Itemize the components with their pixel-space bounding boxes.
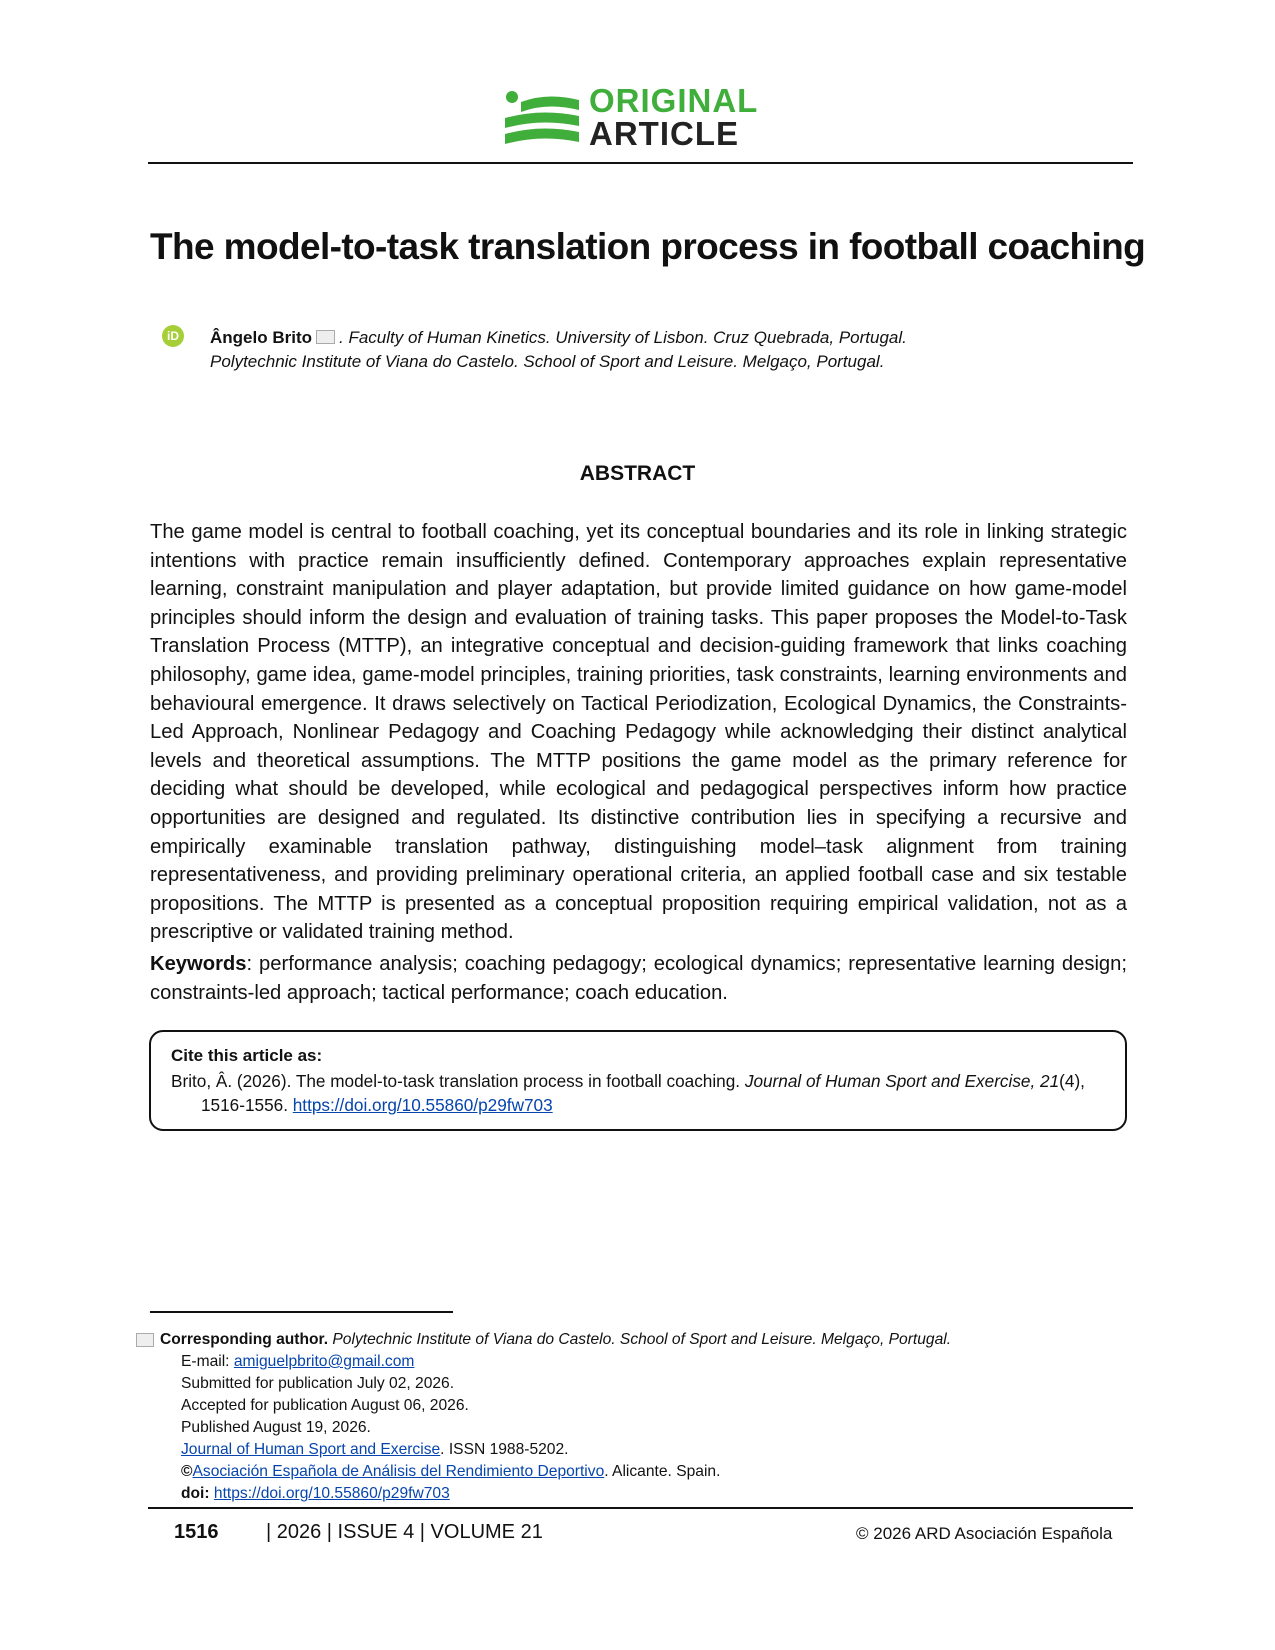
footnote-copyright (181, 1463, 720, 1481)
association-location: . Alicante. Spain. (604, 1463, 721, 1480)
citation-line-1 (171, 1071, 1085, 1092)
original-article-logo (505, 82, 795, 152)
footer-copyright: © 2026 ARD Asociación Española (856, 1524, 1113, 1543)
logo-line-original: ORIGINAL (589, 82, 759, 119)
citation-pages: 1516-1556. (201, 1095, 293, 1115)
journal-issn: . ISSN 1988-5202. (440, 1441, 569, 1458)
logo-stripes-icon (505, 88, 581, 146)
footnote-doi (181, 1485, 450, 1503)
issue-info: | 2026 | ISSUE 4 | VOLUME 21 (266, 1521, 543, 1543)
citation-doi-link[interactable]: https://doi.org/10.55860/p29fw703 (292, 1095, 553, 1115)
article-title: The model-to-task translation process in football coaching (150, 226, 1146, 267)
abstract-heading: ABSTRACT (579, 462, 696, 485)
footnote-doi-link[interactable]: https://doi.org/10.55860/p29fw703 (213, 1485, 450, 1502)
author-affiliation-1: . Faculty of Human Kinetics. University of Lisbon. Cruz Quebrada, Portugal. (339, 328, 907, 347)
footnote-journal (181, 1441, 568, 1459)
keywords-label: Keywords (150, 953, 247, 975)
doi-label: doi: (181, 1485, 210, 1502)
citation-text: Brito, Â. (2026). The model-to-task translation process in football coaching. (171, 1071, 745, 1091)
footnote-published: Published August 19, 2026. (181, 1419, 371, 1436)
association-link[interactable]: Asociación Española de Análisis del Rendimiento Deportivo (192, 1463, 605, 1480)
author-affiliation-2: Polytechnic Institute of Viana do Castelo. School of Sport and Leisure. Melgaço, Portugal. (210, 352, 885, 371)
corresponding-envelope-icon (136, 1333, 154, 1347)
footnote-accepted: Accepted for publication August 06, 2026. (181, 1397, 469, 1414)
citation-journal: Journal of Human Sport and Exercise, 21 (744, 1071, 1060, 1091)
logo-line-article: ARTICLE (589, 115, 739, 152)
footnote-email (181, 1353, 414, 1371)
author-name: Ângelo Brito (210, 328, 312, 347)
page-number: 1516 (174, 1521, 219, 1543)
citation-heading: Cite this article as: (171, 1046, 323, 1065)
footnote-submitted: Submitted for publication July 02, 2026. (181, 1375, 455, 1392)
abstract-text: The game model is central to football coaching, yet its conceptual boundaries and its role in linking strategic intentions with practice remain insufficiently defined. Contemporary approaches explain representative learning, constraint manipulation and player adaptation, but provide limited guidance on how game-model principles should inform the design and evaluation of training tasks. This paper proposes the Model-to-Task Translation Process (MTTP), an integrative conceptual and decision-guiding framework that links coaching philosophy, game idea, game-model principles, training priorities, task constraints, learning environments and behavioural emergence. It draws selectively on Tactical Periodization, Ecological Dynamics, the Constraints-Led Approach, Nonlinear Pedagogy and Coaching Pedagogy while acknowledging their distinct analytical levels and theoretical assumptions. The MTTP positions the game model as the primary reference for deciding what should be developed, while ecological and pedagogical perspectives inform how practice opportunities are designed and regulated. Its distinctive contribution lies in specifying a recursive and empirically examinable translation pathway, distinguishing model–task alignment from training representativeness, and providing preliminary operational criteria, an applied football case and six testable propositions. The MTTP is presented as a conceptual proposition requiring empirical validation, not as a prescriptive or validated training method. (150, 521, 1127, 944)
journal-link[interactable]: Journal of Human Sport and Exercise (181, 1441, 441, 1458)
corresponding-label: Corresponding author. (160, 1331, 329, 1348)
footer-rule (148, 1507, 1133, 1509)
email-label: E-mail: (181, 1353, 234, 1370)
header-rule (148, 162, 1133, 164)
copyright-symbol: © (181, 1463, 193, 1480)
keywords-text: : performance analysis; coaching pedagogy; ecological dynamics; representative learning design; constraints-led approach; tactical performance; coach education. (150, 953, 1127, 1004)
author-affiliation-line-2 (210, 352, 884, 372)
citation-line-2 (201, 1095, 553, 1116)
email-envelope-icon[interactable] (316, 330, 335, 344)
orcid-icon[interactable]: iD (162, 325, 184, 347)
corresponding-affiliation: Polytechnic Institute of Viana do Castelo. School of Sport and Leisure. Melgaço, Portugal. (328, 1331, 952, 1348)
author-line (210, 328, 907, 348)
footnote-rule (150, 1311, 453, 1313)
keywords (150, 950, 1127, 1007)
email-link[interactable]: amiguelpbrito@gmail.com (233, 1353, 415, 1370)
citation-issue: (4), (1059, 1071, 1085, 1091)
footnote-corresponding (160, 1331, 951, 1349)
